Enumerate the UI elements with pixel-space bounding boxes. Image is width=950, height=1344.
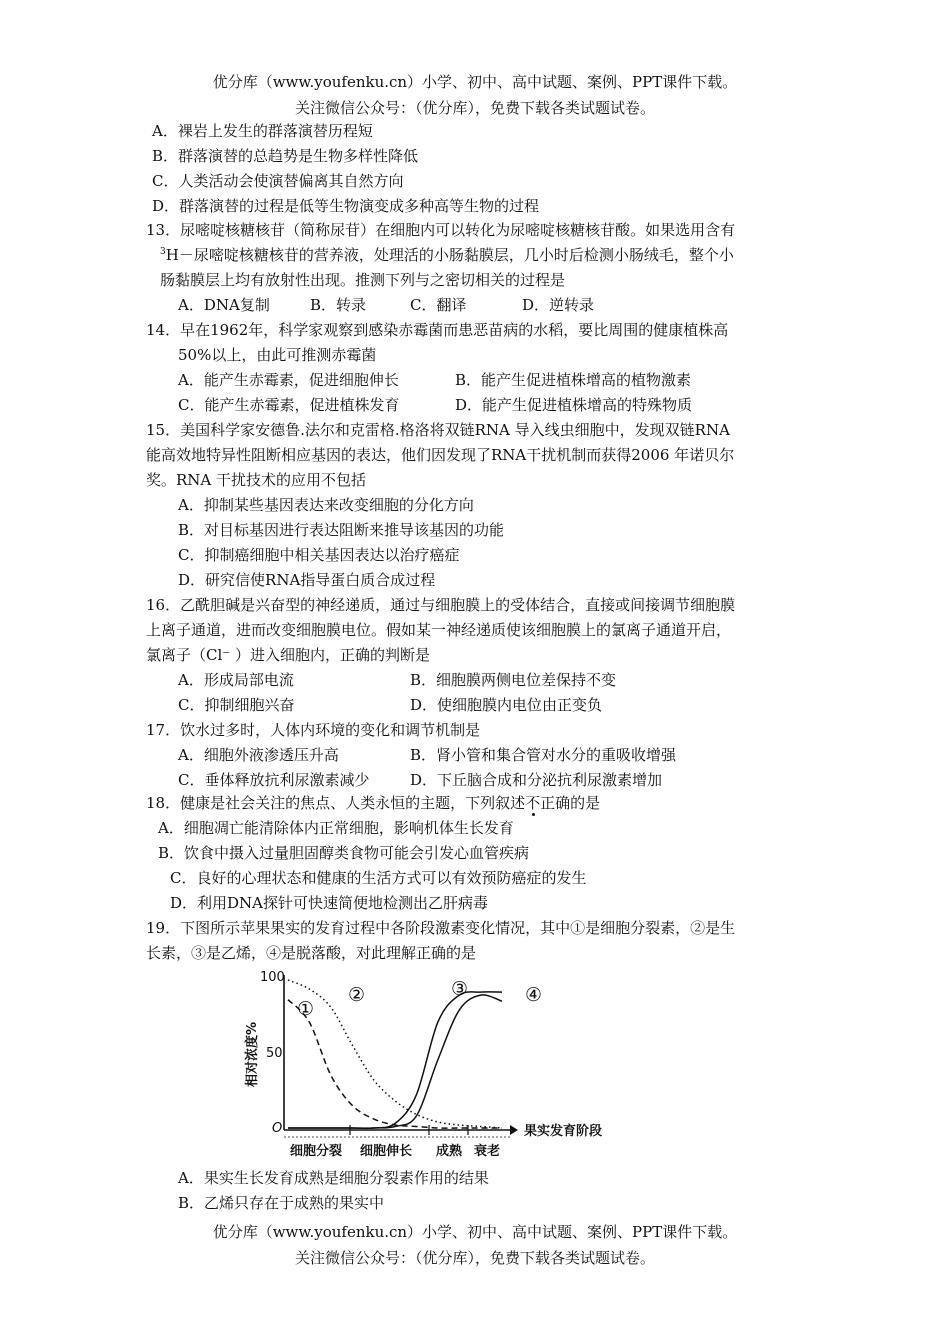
q17-option-c: C．垂体释放抗利尿激素减少: [178, 771, 370, 789]
series-label-layer: [297, 978, 542, 1020]
y-axis-label: 相对浓度%: [245, 1021, 260, 1087]
series-line-3: [288, 992, 502, 1128]
q16-stem-line-1: 16．乙酰胆碱是兴奋型的神经递质，通过与细胞膜上的受体结合，直接或间接调节细胞膜: [146, 596, 736, 614]
q17-option-b: B．肾小管和集合管对水分的重吸收增强: [410, 746, 677, 764]
q19-option-a: A．果实生长发育成熟是细胞分裂素作用的结果: [178, 1169, 489, 1187]
series-line-2: [288, 980, 502, 1128]
q15-stem-line-1: 15．美国科学家安德鲁.法尔和克雷格.格洛将双链RNA 导入线虫细胞中，发现双链RNA: [146, 421, 730, 439]
q15-stem-line-3: 奖。RNA 干扰技术的应用不包括: [146, 471, 367, 489]
q15-option-d: D．研究信使RNA指导蛋白质合成过程: [178, 571, 436, 589]
q18-stem-line-1: [146, 793, 600, 813]
header-line-1: 优分库（www.youfenku.cn）小学、初中、高中试题、案例、PPT课件下载。: [212, 73, 738, 91]
series-label-1: ①: [297, 998, 315, 1020]
stage-label-ripening: 成熟: [436, 1144, 463, 1159]
y-tick-50: 50: [266, 1046, 283, 1061]
footer-line-2: 关注微信公众号：（优分库），免费下载各类试题试卷。: [294, 1249, 655, 1267]
q13-stem-line-2: [160, 245, 734, 265]
q16-option-d: D．使细胞膜内电位由正变负: [410, 696, 603, 714]
q12-option-d: D．群落演替的过程是低等生物演变成多种高等生物的过程: [152, 197, 540, 215]
q18-stem-post: 正确的是: [540, 794, 601, 812]
q16-option-a: A．形成局部电流: [178, 671, 294, 689]
series-label-3: ③: [451, 978, 469, 1000]
q19-stem-line-2: 长素，③是乙烯，④是脱落酸，对此理解正确的是: [146, 944, 477, 962]
q17-option-a: A．细胞外液渗透压升高: [178, 746, 339, 764]
q14-stem-line-2: 50%以上，由此可推测赤霉菌: [178, 346, 377, 364]
series-line-4: [288, 995, 502, 1128]
q14-option-b: B．能产生促进植株增高的植物激素: [455, 371, 692, 389]
q13-option-b: B．转录: [310, 296, 367, 314]
x-axis-label: 果实发育阶段: [524, 1124, 603, 1139]
series-line-1: [288, 1000, 502, 1128]
stage-label-elongation: 细胞伸长: [360, 1144, 413, 1159]
q13-option-a: A．DNA复制: [178, 296, 270, 314]
q18-option-d: D．利用DNA探针可快速简便地检测出乙肝病毒: [170, 894, 489, 912]
q12-option-c: C．人类活动会使演替偏离其自然方向: [152, 172, 404, 190]
x-axis-arrow: [510, 1125, 518, 1135]
q16-option-b: B．细胞膜两侧电位差保持不变: [410, 671, 617, 689]
q15-option-c: C．抑制癌细胞中相关基因表达以治疗癌症: [178, 546, 460, 564]
q18-stem-pre: 18．健康是社会关注的焦点、人类永恒的主题，下列叙述: [146, 794, 526, 812]
q14-option-d: D．能产生促进植株增高的特殊物质: [455, 396, 693, 414]
y-tick-origin: O: [272, 1121, 283, 1136]
series-label-2: ②: [348, 984, 366, 1006]
stage-label-senescence: 衰老: [474, 1144, 501, 1159]
q19-option-b: B．乙烯只存在于成熟的果实中: [178, 1194, 385, 1212]
q18-emphasis-not: 不: [525, 794, 541, 812]
q13-option-c: C．翻译: [410, 296, 467, 314]
q18-option-a: A．细胞凋亡能清除体内正常细胞，影响机体生长发育: [158, 819, 514, 837]
series-layer: [288, 980, 502, 1128]
footer-line-1: 优分库（www.youfenku.cn）小学、初中、高中试题、案例、PPT课件下载。: [212, 1223, 738, 1241]
q18-option-b: B．饮食中摄入过量胆固醇类食物可能会引发心血管疾病: [158, 844, 530, 862]
q14-option-c: C．能产生赤霉素，促进植株发育: [178, 396, 400, 414]
series-label-4: ④: [525, 984, 543, 1006]
hormone-chart: [240, 965, 660, 1165]
y-tick-100: 100: [260, 970, 285, 985]
q15-option-a: A．抑制某些基因表达来改变细胞的分化方向: [178, 496, 474, 514]
q13-stem-line-2-text: H－尿嘧啶核糖核苷的营养液，处理活的小肠黏膜层，几小时后检测小肠绒毛，整个小: [165, 246, 734, 264]
q19-stem-line-1: 19．下图所示苹果果实的发育过程中各阶段激素变化情况，其中①是细胞分裂素，②是生: [146, 919, 736, 937]
q14-option-a: A．能产生赤霉素，促进细胞伸长: [178, 371, 399, 389]
q16-stem-line-2: 上离子通道，进而改变细胞膜电位。假如某一神经递质使该细胞膜上的氯离子通道开启，: [146, 621, 732, 639]
q15-stem-line-2: 能高效地特异性阻断相应基因的表达，他们因发现了RNA干扰机制而获得2006 年诺贝尔: [146, 446, 735, 464]
q13-stem-line-1: 13．尿嘧啶核糖核苷（简称尿苷）在细胞内可以转化为尿嘧啶核糖核苷酸。如果选用含有: [146, 221, 736, 239]
q12-option-a: A．裸岩上发生的群落演替历程短: [152, 122, 373, 140]
q16-stem-line-3: 氯离子（Cl⁻ ）进入细胞内，正确的判断是: [146, 646, 430, 664]
hormone-chart-svg: [240, 965, 660, 1165]
q17-stem-line-1: 17．饮水过多时，人体内环境的变化和调节机制是: [146, 721, 481, 739]
stage-label-division: 细胞分裂: [290, 1144, 343, 1159]
header-line-2: 关注微信公众号：（优分库），免费下载各类试题试卷。: [294, 99, 655, 117]
q17-option-d: D．下丘脑合成和分泌抗利尿激素增加: [410, 771, 663, 789]
q12-option-b: B．群落演替的总趋势是生物多样性降低: [152, 147, 419, 165]
q13-superscript: 3: [160, 247, 166, 257]
q13-option-d: D．逆转录: [522, 296, 595, 314]
q13-stem-line-3: 肠黏膜层上均有放射性出现。推测下列与之密切相关的过程是: [160, 271, 566, 289]
q18-option-c: C．良好的心理状态和健康的生活方式可以有效预防癌症的发生: [170, 869, 587, 887]
q14-stem-line-1: 14．早在1962年，科学家观察到感染赤霉菌而患恶苗病的水稻，要比周围的健康植株高: [146, 321, 729, 339]
q15-option-b: B．对目标基因进行表达阻断来推导该基因的功能: [178, 521, 505, 539]
q16-option-c: C．抑制细胞兴奋: [178, 696, 295, 714]
